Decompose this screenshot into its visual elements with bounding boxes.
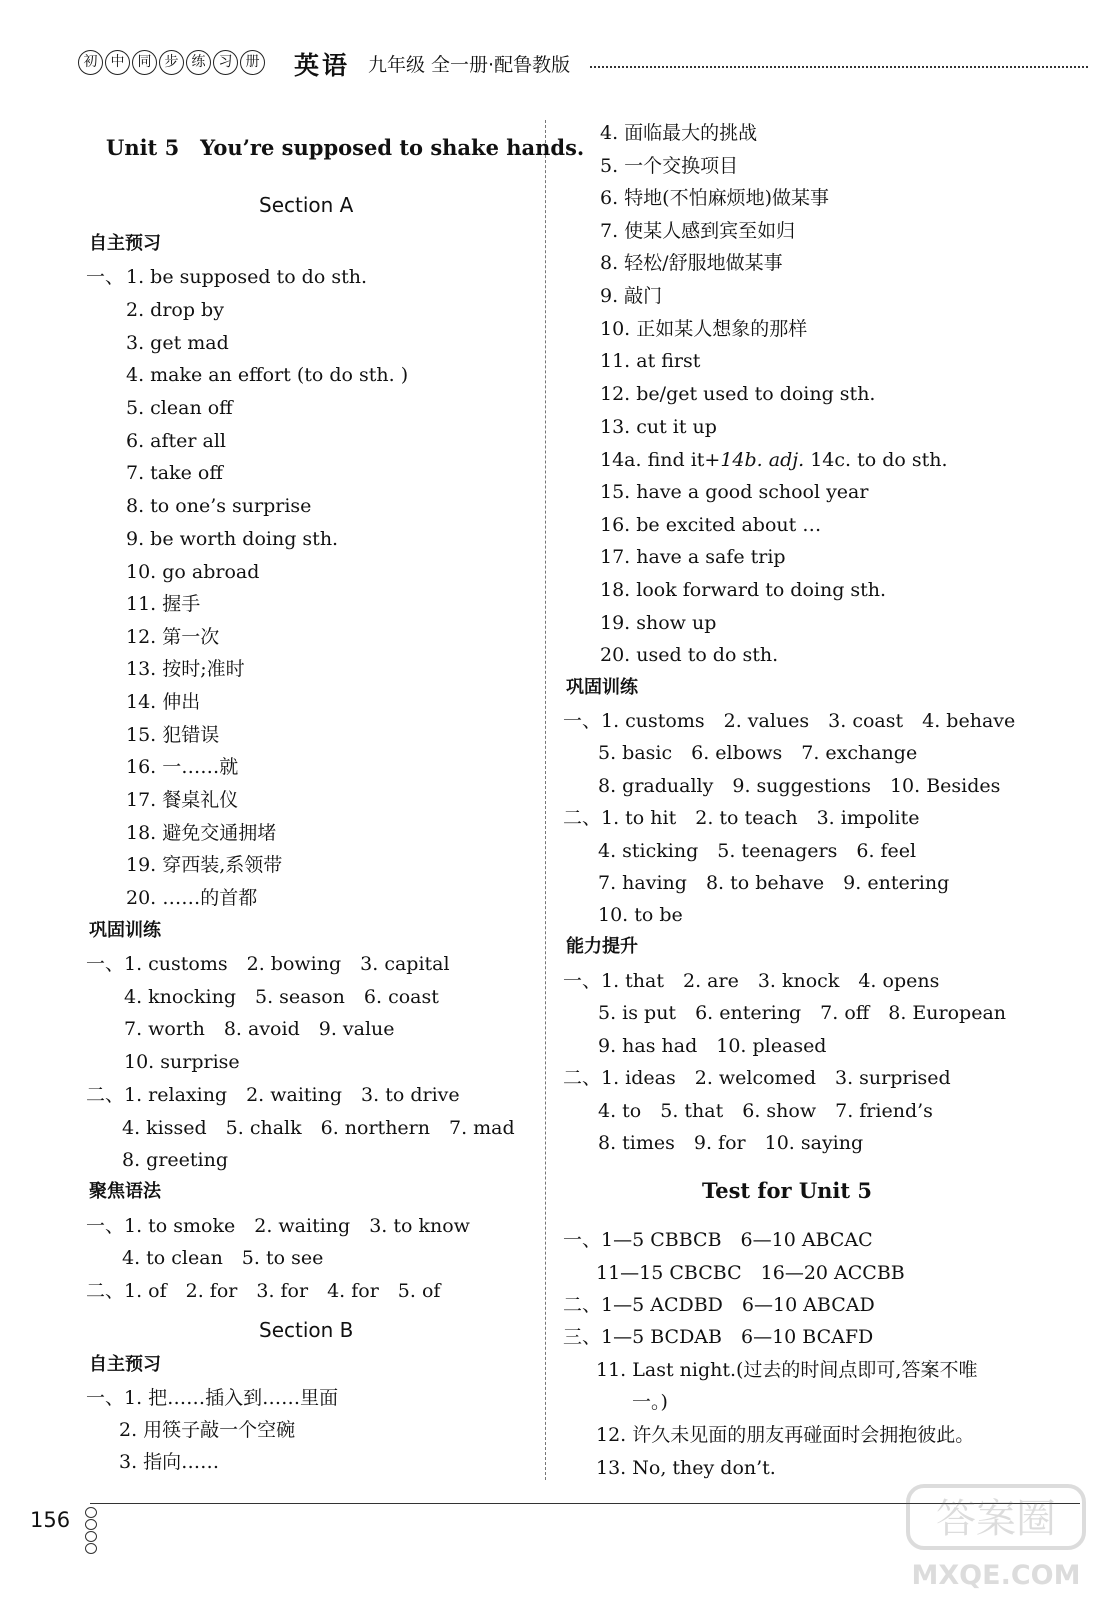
answer-line: 一。) (632, 1391, 668, 1413)
answer-line: 5. basic 6. elbows 7. exchange (598, 742, 918, 764)
answer-line: 4. 面临最大的挑战 (600, 122, 758, 144)
answer-line: 5. clean off (126, 397, 233, 419)
answer-line: 8. greeting (122, 1149, 229, 1171)
answer-line: 二、1—5 ACDBD 6—10 ABCAD (563, 1294, 875, 1316)
binding-ring-icon (85, 1507, 97, 1518)
answer-line: 7. take off (126, 462, 223, 484)
answer-part-italic: 14b. adj. (720, 449, 805, 471)
ability-heading: 能力提升 (566, 936, 638, 957)
answer-line: 20. ……的首都 (126, 887, 258, 909)
answer-line: 17. 餐桌礼仪 (126, 789, 239, 811)
series-char: 步 (159, 50, 184, 75)
answer-line (600, 448, 948, 472)
grade-edition: 九年级 全一册·配鲁教版 (368, 54, 571, 76)
grammar-heading: 聚焦语法 (89, 1181, 161, 1202)
answer-line: 4. sticking 5. teenagers 6. feel (598, 840, 917, 862)
answer-line: 二、1. of 2. for 3. for 4. for 5. of (86, 1280, 441, 1302)
answer-line: 12. be/get used to doing sth. (600, 383, 876, 405)
answer-line: 4. kissed 5. chalk 6. northern 7. mad (122, 1117, 515, 1139)
series-char: 练 (186, 50, 211, 75)
answer-line: 7. worth 8. avoid 9. value (124, 1018, 395, 1040)
answer-line: 一、1. to smoke 2. waiting 3. to know (86, 1215, 470, 1237)
answer-line: 10. surprise (124, 1051, 240, 1073)
answer-line: 18. 避免交通拥堵 (126, 822, 277, 844)
answer-line: 20. used to do sth. (600, 644, 779, 666)
answer-line: 8. gradually 9. suggestions 10. Besides (598, 775, 1001, 797)
answer-line: 2. drop by (126, 299, 224, 321)
answer-line: 9. has had 10. pleased (598, 1035, 827, 1057)
answer-line: 13. No, they don’t. (596, 1457, 776, 1479)
answer-line: 一、1. 把……插入到……里面 (86, 1387, 339, 1409)
answer-line: 10. go abroad (126, 561, 260, 583)
binding-ring-icon (85, 1519, 97, 1530)
answer-line: 10. to be (598, 904, 683, 926)
answer-line: 8. to one’s surprise (126, 495, 312, 517)
answer-line: 7. 使某人感到宾至如归 (600, 220, 796, 242)
page-header (78, 48, 1088, 80)
answer-line: 12. 许久未见面的朋友再碰面时会拥抱彼此。 (596, 1424, 975, 1446)
answer-line: 4. make an effort (to do sth. ) (126, 364, 409, 386)
answer-line: 6. 特地(不怕麻烦地)做某事 (600, 187, 829, 209)
consolidate-heading: 巩固训练 (89, 920, 161, 941)
answer-line: 5. 一个交换项目 (600, 155, 739, 177)
preview-heading: 自主预习 (89, 233, 161, 254)
answer-line: 9. be worth doing sth. (126, 528, 339, 550)
answer-line: 3. 指向…… (119, 1451, 220, 1473)
answer-line: 二、1. to hit 2. to teach 3. impolite (563, 807, 920, 829)
answer-line: 18. look forward to doing sth. (600, 579, 887, 601)
unit-title: Unit 5 You’re supposed to shake hands. (106, 135, 585, 160)
column-divider (545, 120, 546, 1480)
answer-line: 三、1—5 BCDAB 6—10 BCAFD (563, 1326, 874, 1348)
answer-line: 19. 穿西装,系领带 (126, 854, 283, 876)
answer-line: 7. having 8. to behave 9. entering (598, 872, 950, 894)
answer-line: 6. after all (126, 430, 227, 452)
answer-line: 11. 握手 (126, 593, 201, 615)
answer-line: 9. 敲门 (600, 285, 663, 307)
answer-line: 11. Last night.(过去的时间点即可,答案不唯 (596, 1359, 978, 1381)
answer-line: 2. 用筷子敲一个空碗 (119, 1419, 296, 1441)
answer-line: 15. 犯错误 (126, 724, 220, 746)
answer-line: 16. be excited about … (600, 514, 822, 536)
answer-line: 8. 轻松/舒服地做某事 (600, 252, 783, 274)
answer-part: 14a. find it+ (600, 449, 721, 471)
watermark-logo (900, 1480, 1090, 1595)
answer-line: 4. to 5. that 6. show 7. friend’s (598, 1100, 933, 1122)
answer-line: 8. times 9. for 10. saying (598, 1132, 864, 1154)
answer-line: 17. have a safe trip (600, 546, 786, 568)
consolidate-heading-b: 巩固训练 (566, 677, 638, 698)
section-b-heading: Section B (259, 1318, 354, 1342)
answer-line: 11. at first (600, 350, 701, 372)
answer-line: 二、1. ideas 2. welcomed 3. surprised (563, 1067, 951, 1089)
answer-line: 11—15 CBCBC 16—20 ACCBB (596, 1262, 905, 1284)
answer-line: 4. to clean 5. to see (122, 1247, 324, 1269)
answer-line: 14. 伸出 (126, 691, 201, 713)
watermark-text: 答案圈 (936, 1496, 1056, 1542)
binding-ring-icon (85, 1531, 97, 1542)
answer-line: 19. show up (600, 612, 717, 634)
series-char: 中 (105, 50, 130, 75)
preview-prefix: 一、 (86, 266, 125, 288)
answer-line: 3. get mad (126, 332, 229, 354)
watermark-url: MXQE.COM (911, 1560, 1081, 1591)
preview-b-heading: 自主预习 (89, 1354, 161, 1375)
answer-line: 16. 一……就 (126, 756, 239, 778)
header-dotted-rule (590, 66, 1088, 68)
series-char: 初 (78, 50, 103, 75)
binding-ring-icon (85, 1543, 97, 1554)
answer-line: 1. be supposed to do sth. (126, 266, 367, 288)
answer-line: 4. knocking 5. season 6. coast (124, 986, 439, 1008)
answer-line: 13. 按时;准时 (126, 658, 245, 680)
series-char: 册 (240, 50, 265, 75)
series-char: 习 (213, 50, 238, 75)
page-number: 156 (30, 1508, 71, 1532)
answer-line: 二、1. relaxing 2. waiting 3. to drive (86, 1084, 460, 1106)
answer-line: 10. 正如某人想象的那样 (600, 318, 808, 340)
series-char: 同 (132, 50, 157, 75)
test-title: Test for Unit 5 (702, 1178, 873, 1203)
answer-line: 一、1. customs 2. values 3. coast 4. behave (563, 710, 1016, 732)
series-name (78, 50, 267, 75)
subject-title: 英语 (294, 51, 351, 80)
answer-line: 15. have a good school year (600, 481, 869, 503)
answer-line: 一、1. customs 2. bowing 3. capital (86, 953, 450, 975)
answer-line: 一、1—5 CBBCB 6—10 ABCAC (563, 1229, 873, 1251)
answer-line: 一、1. that 2. are 3. knock 4. opens (563, 970, 940, 992)
answer-line: 5. is put 6. entering 7. off 8. European (598, 1002, 1007, 1024)
answer-line: 13. cut it up (600, 416, 717, 438)
answer-line: 12. 第一次 (126, 626, 220, 648)
section-a-heading: Section A (259, 193, 354, 217)
answer-part: 14c. to do sth. (810, 449, 948, 471)
